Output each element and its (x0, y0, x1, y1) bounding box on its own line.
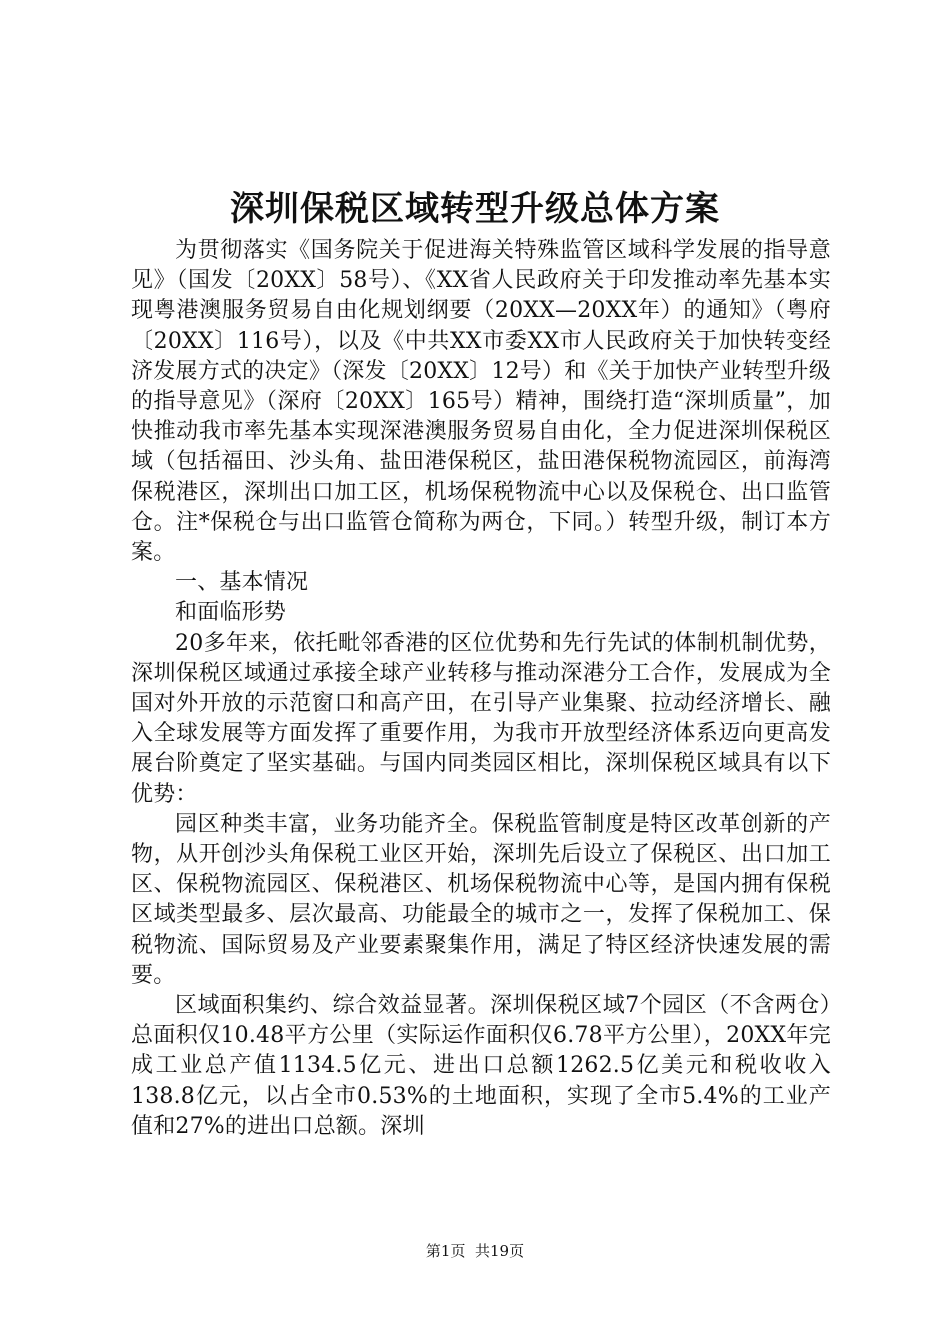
section-heading-continued: 和面临形势 (175, 600, 287, 626)
page-footer (0, 1241, 950, 1261)
page-number: 第1页 (425, 1242, 466, 1260)
document-title: 深圳保税区域转型升级总体方案 (230, 189, 720, 229)
document-body (131, 236, 831, 1142)
section-heading: 一、基本情况 (175, 570, 309, 596)
paragraph-overview: 20多年来，依托毗邻香港的区位优势和先行先试的体制机制优势，深圳保税区域通过承接全球产业转移与推动深港分工合作，发展成为全国对外开放的示范窗口和高产田，在引导产业集聚、拉动经济增长、融入全球发展等方面发挥了重要作用，为我市开放型经济体系迈向更高发展台阶奠定了坚实基础。与国内同类园区相比，深圳保税区域具有以下优势： (131, 630, 831, 807)
paragraph-advantage-2: 区域面积集约、综合效益显著。深圳保税区域7个园区（不含两仓）总面积仅10.48平方公里（实际运作面积仅6.78平方公里），20XX年完成工业总产值1134.5亿元、进出口总额1262.5亿美元和税收收入138.8亿元，以占全市0.53%的土地面积，实现了全市5.4%的工业产值和27%的进出口总额。深圳 (131, 993, 831, 1139)
page-total: 共19页 (475, 1242, 525, 1260)
paragraph-intro: 为贯彻落实《国务院关于促进海关特殊监管区域科学发展的指导意见》（国发〔20XX〕58号）、《XX省人民政府关于印发推动率先基本实现粤港澳服务贸易自由化规划纲要（20XX—20XX年）的通知》（粤府〔20XX〕116号），以及《中共XX市委XX市人民政府关于加快转变经济发展方式的决定》（深发〔20XX〕12号）和《关于加快产业转型升级的指导意见》（深府〔20XX〕165号）精神，围绕打造“深圳质量”，加快推动我市率先基本实现深港澳服务贸易自由化，全力促进深圳保税区域（包括福田、沙头角、盐田港保税区，盐田港保税物流园区，前海湾保税港区，深圳出口加工区，机场保税物流中心以及保税仓、出口监管仓。注*保税仓与出口监管仓简称为两仓，下同。）转型升级，制订本方案。 (131, 238, 831, 566)
paragraph-advantage-1: 园区种类丰富，业务功能齐全。保税监管制度是特区改革创新的产物，从开创沙头角保税工业区开始，深圳先后设立了保税区、出口加工区、保税物流园区、保税港区、机场保税物流中心等，是国内拥有保税区域类型最多、层次最高、功能最全的城市之一，发挥了保税加工、保税物流、国际贸易及产业要素聚集作用，满足了特区经济快速发展的需要。 (131, 811, 831, 988)
